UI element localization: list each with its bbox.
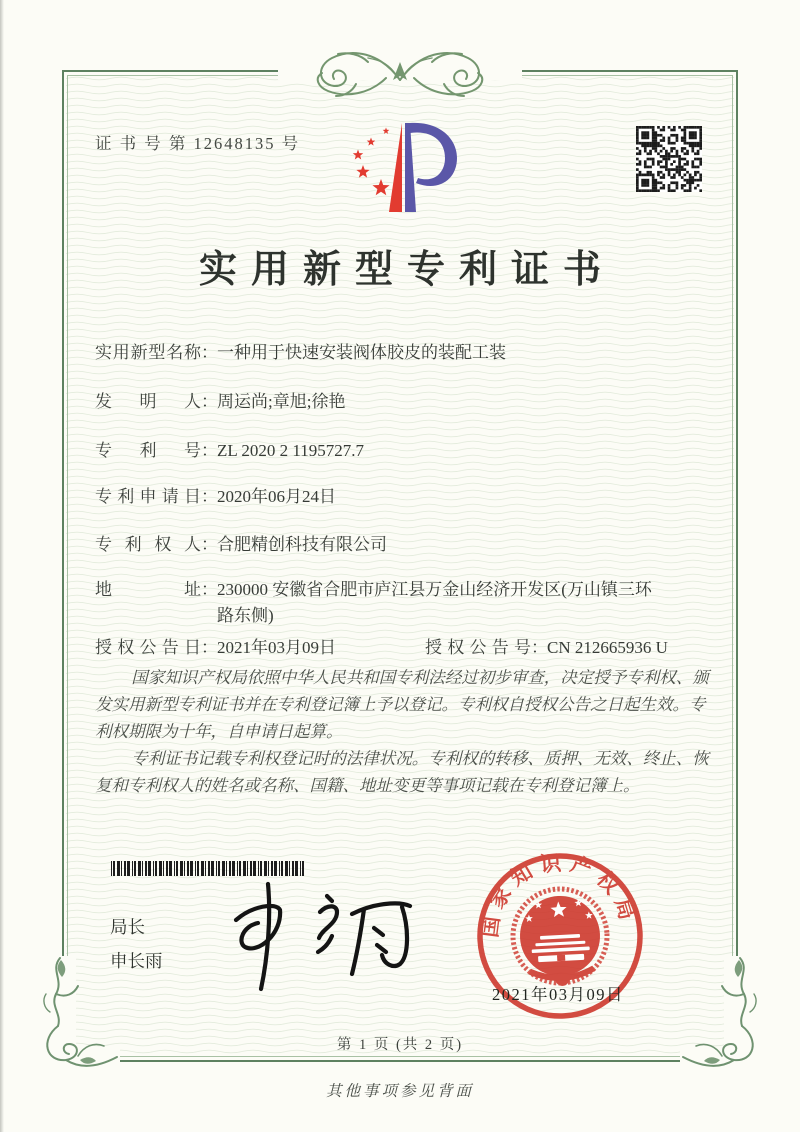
field-label: 授权公告日 — [95, 638, 201, 657]
field-row-address — [95, 577, 711, 629]
national-emblem — [511, 887, 610, 989]
field-value-name: 一种用于快速安装阀体胶皮的装配工装 — [217, 343, 506, 362]
field-row-patentee — [95, 532, 711, 558]
field-label: 地址 — [95, 580, 201, 599]
field-colon: ： — [201, 343, 218, 362]
field-row-grant — [95, 635, 711, 661]
field-row-patent-no — [95, 438, 711, 464]
field-value-grant-no: CN 212665936 U — [547, 638, 668, 657]
field-value-patent-no: ZL 2020 2 1195727.7 — [217, 441, 365, 460]
back-side-note: 其他事项参见背面 — [325, 1083, 474, 1100]
page-number: 第 1 页 (共 2 页) — [336, 1037, 464, 1053]
bottom-right-flourish-ornament — [680, 956, 780, 1081]
field-value-patentee: 合肥精创科技有限公司 — [217, 535, 387, 554]
field-colon: ： — [201, 441, 218, 460]
legal-paragraph-2: 专利证书记载专利权登记时的法律状况。专利权的转移、质押、无效、终止、恢复和专利权人的姓名或名称、国籍、地址变更等事项记载在专利登记簿上。 — [95, 749, 709, 795]
field-colon: ： — [201, 392, 218, 411]
field-value-address: 230000 安徽省合肥市庐江县万金山经济开发区(万山镇三环路东侧) — [217, 580, 652, 625]
director-name-label: 申长雨 — [110, 951, 163, 971]
field-label: 专利申请日 — [95, 487, 201, 506]
signature — [222, 876, 417, 994]
qr-code — [636, 126, 702, 192]
legal-paragraph-1: 国家知识产权局依照中华人民共和国专利法经过初步审查，决定授予专利权、颁发实用新型专利证书并在专利登记簿上予以登记。专利权自授权公告之日起生效。专利权期限为十年，自申请日起算。 — [95, 668, 709, 741]
bottom-left-flourish-ornament — [20, 956, 120, 1081]
field-label: 发明人 — [95, 392, 201, 411]
certificate-title: 实用新型专利证书 — [198, 249, 615, 291]
legal-text — [95, 664, 709, 799]
field-value-filing-date: 2020年06月24日 — [217, 487, 336, 506]
field-label: 授权公告号 — [425, 638, 531, 657]
field-label: 实用新型名称 — [95, 343, 201, 362]
field-row-inventor — [95, 389, 711, 415]
field-colon: ： — [201, 638, 218, 657]
cnipa-logo — [344, 120, 460, 220]
field-grant-no-group — [425, 635, 668, 661]
field-row-filing-date — [95, 484, 711, 510]
field-row-name — [95, 340, 711, 366]
seal-date: 2021年03月09日 — [492, 985, 624, 1004]
seal-text: 国家知识产权局 — [477, 850, 642, 939]
top-flourish-ornament — [260, 36, 540, 108]
field-colon: ： — [201, 487, 218, 506]
director-title-label: 局长 — [110, 917, 145, 937]
barcode — [111, 861, 310, 876]
field-colon: ： — [531, 638, 548, 657]
certificate-number: 证 书 号 第 12648135 号 — [95, 134, 301, 153]
field-value-inventor: 周运尚;章旭;徐艳 — [217, 392, 346, 411]
field-colon: ： — [201, 535, 218, 554]
field-colon: ： — [201, 580, 218, 599]
field-label: 专利权人 — [95, 535, 201, 554]
field-label: 专利号 — [95, 441, 201, 460]
field-value-grant-date: 2021年03月09日 — [217, 638, 336, 657]
